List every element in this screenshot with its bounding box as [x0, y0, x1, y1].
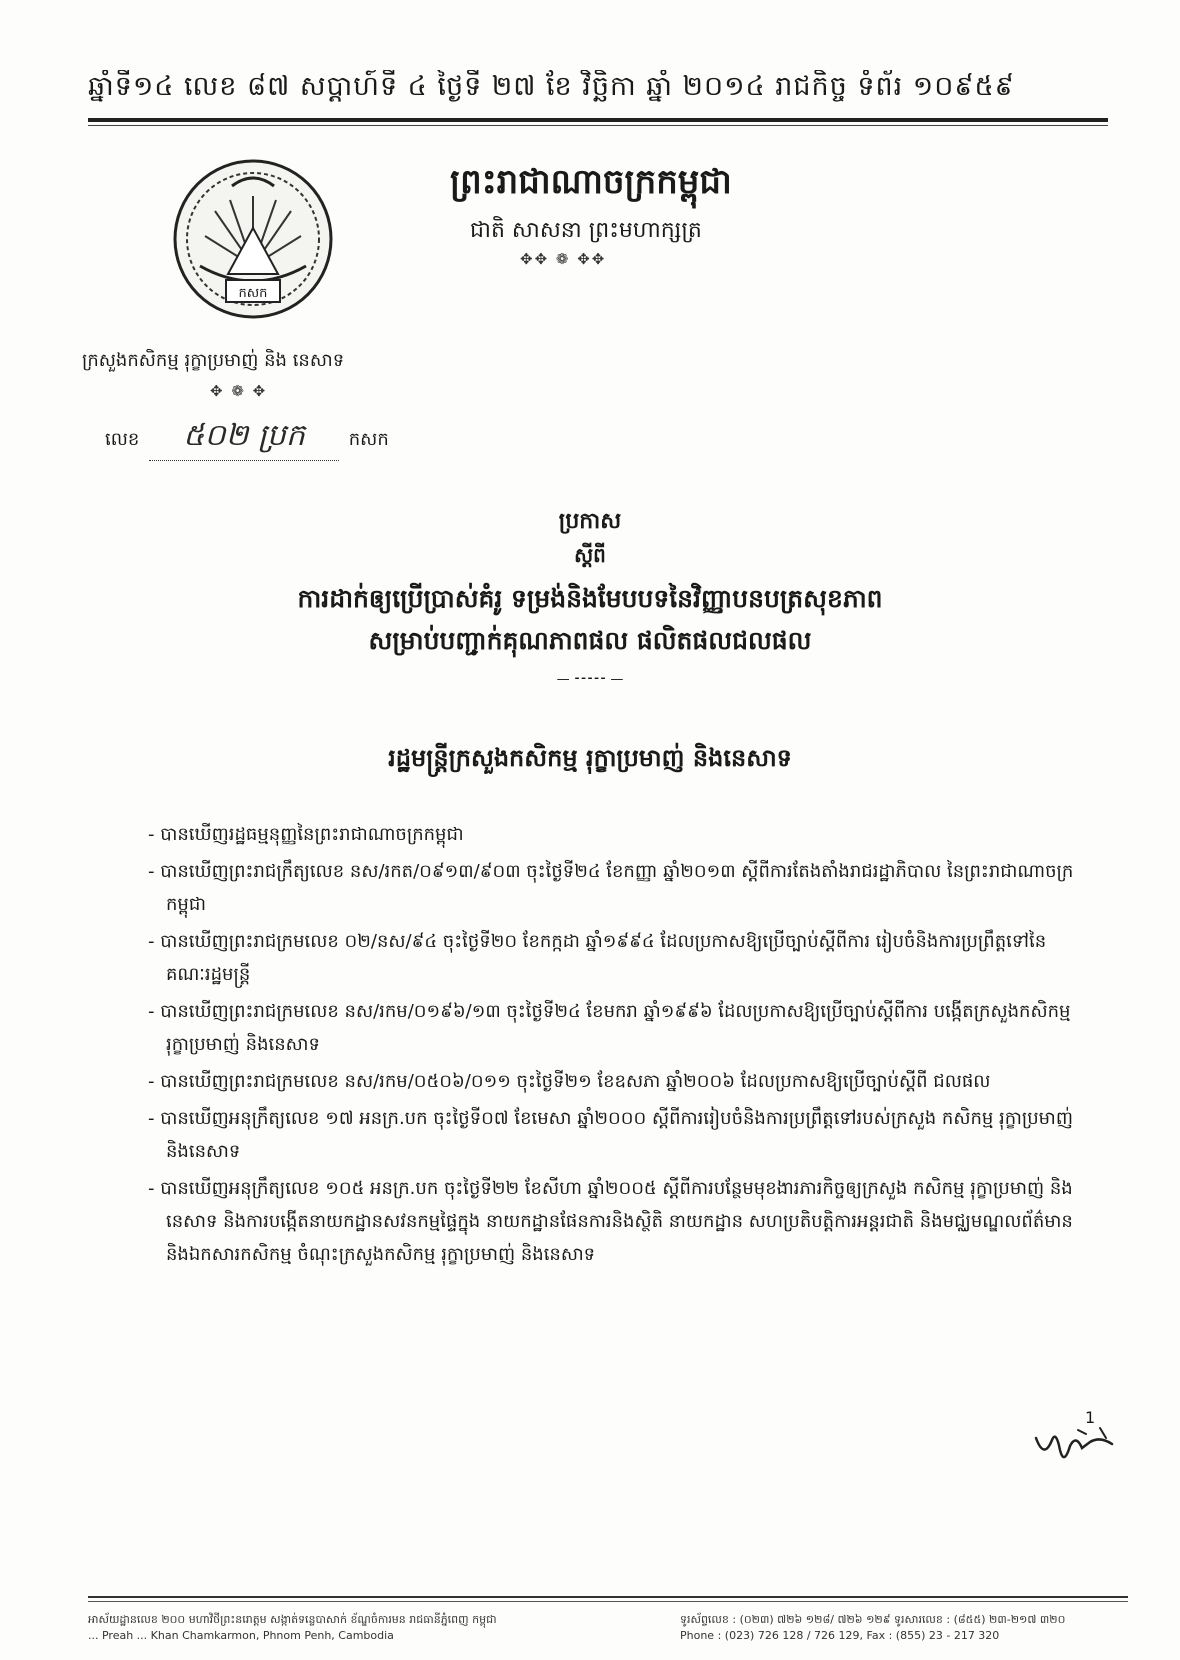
- document-type: ប្រកាស: [558, 509, 622, 534]
- ref-number-handwritten: [149, 416, 339, 461]
- reference-number: [105, 416, 389, 461]
- national-emblem-icon: [170, 156, 336, 322]
- footer-rule: [88, 1596, 1128, 1598]
- title-divider: — ⁃⁃⁃⁃⁃ —: [556, 672, 624, 687]
- list-item: - បានឃើញអនុក្រឹត្យលេខ ១៧ អនក្រ.បក ចុះថ្ងៃទី០៧ ខែមេសា ឆ្នាំ២០០០ ស្តីពីការរៀបចំនិងការប្រព្រឹត្តទៅរបស់ក្រសួង កសិកម្ម រុក្ខាប្រមាញ់ និងនេសាទ: [148, 1108, 1073, 1162]
- list-item: - បានឃើញព្រះរាជក្រមលេខ នស/រកម/០៥០៦/០១១ ចុះថ្ងៃទី២១ ខែឧសភា ឆ្នាំ២០០៦ ដែលប្រកាសឱ្យប្រើច្បាប់ស្តីពី ជលផល: [148, 1071, 991, 1092]
- gazette-header: ឆ្នាំទី១៤ លេខ ៨៧ សប្តាហ៍ទី ៤ ថ្ងៃទី ២៧ ខែ វិច្ឆិកា ឆ្នាំ ២០១៤ រាជកិច្ច ទំព័រ ១០៩៥៩: [88, 71, 1015, 102]
- page-number: 1: [1085, 1408, 1096, 1427]
- regarding-label: ស្តីពី: [574, 543, 606, 567]
- footer-rule-thin: [88, 1601, 1128, 1602]
- footer-address: [88, 1612, 618, 1644]
- phone-en: Phone : (023) 726 128 / 726 129, Fax : (855) 23 - 217 320: [680, 1629, 1000, 1642]
- national-motto: ជាតិ សាសនា ព្រះមហាក្សត្រ: [470, 218, 702, 243]
- header-rule: [88, 118, 1108, 122]
- address-kh: អាស័យដ្ឋានលេខ ២០០ មហាវិថីព្រះនរោត្តម សង្កាត់ទន្លេបាសាក់ ខ័ណ្ឌចំការមន រាជធានីភ្នំពេញ កម្ពុជា: [88, 1613, 497, 1626]
- header-rule-thin: [88, 125, 1108, 126]
- list-item: - បានឃើញព្រះរាជក្រមលេខ នស/រកម/០១៩៦/១៣ ចុះថ្ងៃទី២៤ ខែមករា ឆ្នាំ១៩៩៦ ដែលប្រកាសឱ្យប្រើច្បាប់ស្តីពីការ បង្កើតក្រសួងកសិកម្ម រុក្ខាប្រមាញ់ និងនេសាទ: [148, 1001, 1071, 1055]
- emblem-label: កសក: [238, 286, 268, 301]
- subject-line-1: ការដាក់ឲ្យប្រើប្រាស់គំរូ ទម្រង់និងមែបបទនៃវិញ្ញាបនបត្រសុខភាព: [297, 584, 883, 613]
- minister-title: រដ្ឋមន្ត្រីក្រសួងកសិកម្ម រុក្ខាប្រមាញ់ និងនេសាទ: [388, 744, 792, 772]
- ref-handwritten-suffix: ប្រក: [257, 418, 305, 453]
- footer-contact: [680, 1612, 1130, 1644]
- list-item: - បានឃើញព្រះរាជក្រមលេខ ០២/នស/៩៤ ចុះថ្ងៃទី២០ ខែកក្កដា ឆ្នាំ១៩៩៤ ដែលប្រកាសឱ្យប្រើច្បាប់ស្តីពីការ រៀបចំនិងការប្រព្រឹត្តទៅនៃគណៈរដ្ឋមន្ត្រី: [148, 931, 1047, 985]
- ministry-name: ក្រសួងកសិកម្ម រុក្ខាប្រមាញ់ និង នេសាទ: [82, 350, 345, 371]
- ministry-ornament: ✥ ❁ ✥: [210, 382, 268, 400]
- address-en: ... Preah ... Khan Chamkarmon, Phnom Penh, Cambodia: [88, 1629, 394, 1642]
- ref-prefix: លេខ: [105, 429, 140, 450]
- kingdom-title: ព្រះរាជាណាចក្រកម្ពុជា: [450, 162, 732, 202]
- list-item: - បានឃើញអនុក្រឹត្យលេខ ១០៥ អនក្រ.បក ចុះថ្ងៃទី២២ ខែសីហា ឆ្នាំ២០០៥ ស្តីពីការបន្ថែមមុខងារភារកិច្ចឲ្យក្រសួង កសិកម្ម រុក្ខាប្រមាញ់ និងនេសាទ និងការបង្កើតនាយកដ្ឋានសវនកម្មផ្ទៃក្នុង នាយកដ្ឋានផែនការនិងស្ថិតិ នាយកដ្ឋាន សហប្រតិបត្តិការអន្តរជាតិ និងមជ្ឈមណ្ឌលព័ត៌មាននិងឯកសារកសិកម្ម ចំណុះក្រសួងកសិកម្ម រុក្ខាប្រមាញ់ និងនេសាទ: [148, 1178, 1073, 1265]
- initials-signature-icon: [1030, 1420, 1120, 1470]
- list-item: - បានឃើញរដ្ឋធម្មនុញ្ញនៃព្រះរាជាណាចក្រកម្ពុជា: [148, 824, 464, 845]
- legal-references-list: [148, 818, 1078, 1275]
- subject-line-2: សម្រាប់បញ្ជាក់គុណភាពផល ផលិតផលជលផល: [368, 626, 812, 655]
- ref-number: ៥០២: [183, 418, 249, 453]
- list-item: - បានឃើញព្រះរាជក្រឹត្យលេខ នស/រកត/០៩១៣/៩០៣ ចុះថ្ងៃទី២៤ ខែកញ្ញា ឆ្នាំ២០១៣ ស្តីពីការតែងតាំងរាជរដ្ឋាភិបាល នៃព្រះរាជាណាចក្រកម្ពុជា: [148, 861, 1074, 915]
- motto-ornament: ✥✥ ❁ ✥✥: [520, 250, 607, 268]
- phone-kh: ទូរស័ព្ទលេខ : (០២៣) ៧២៦ ១២៨/ ៧២៦ ១២៩ ទូរសារលេខ : (៨៥៥) ២៣-២១៧ ៣២០: [680, 1613, 1066, 1626]
- ref-suffix: កសក: [348, 429, 389, 450]
